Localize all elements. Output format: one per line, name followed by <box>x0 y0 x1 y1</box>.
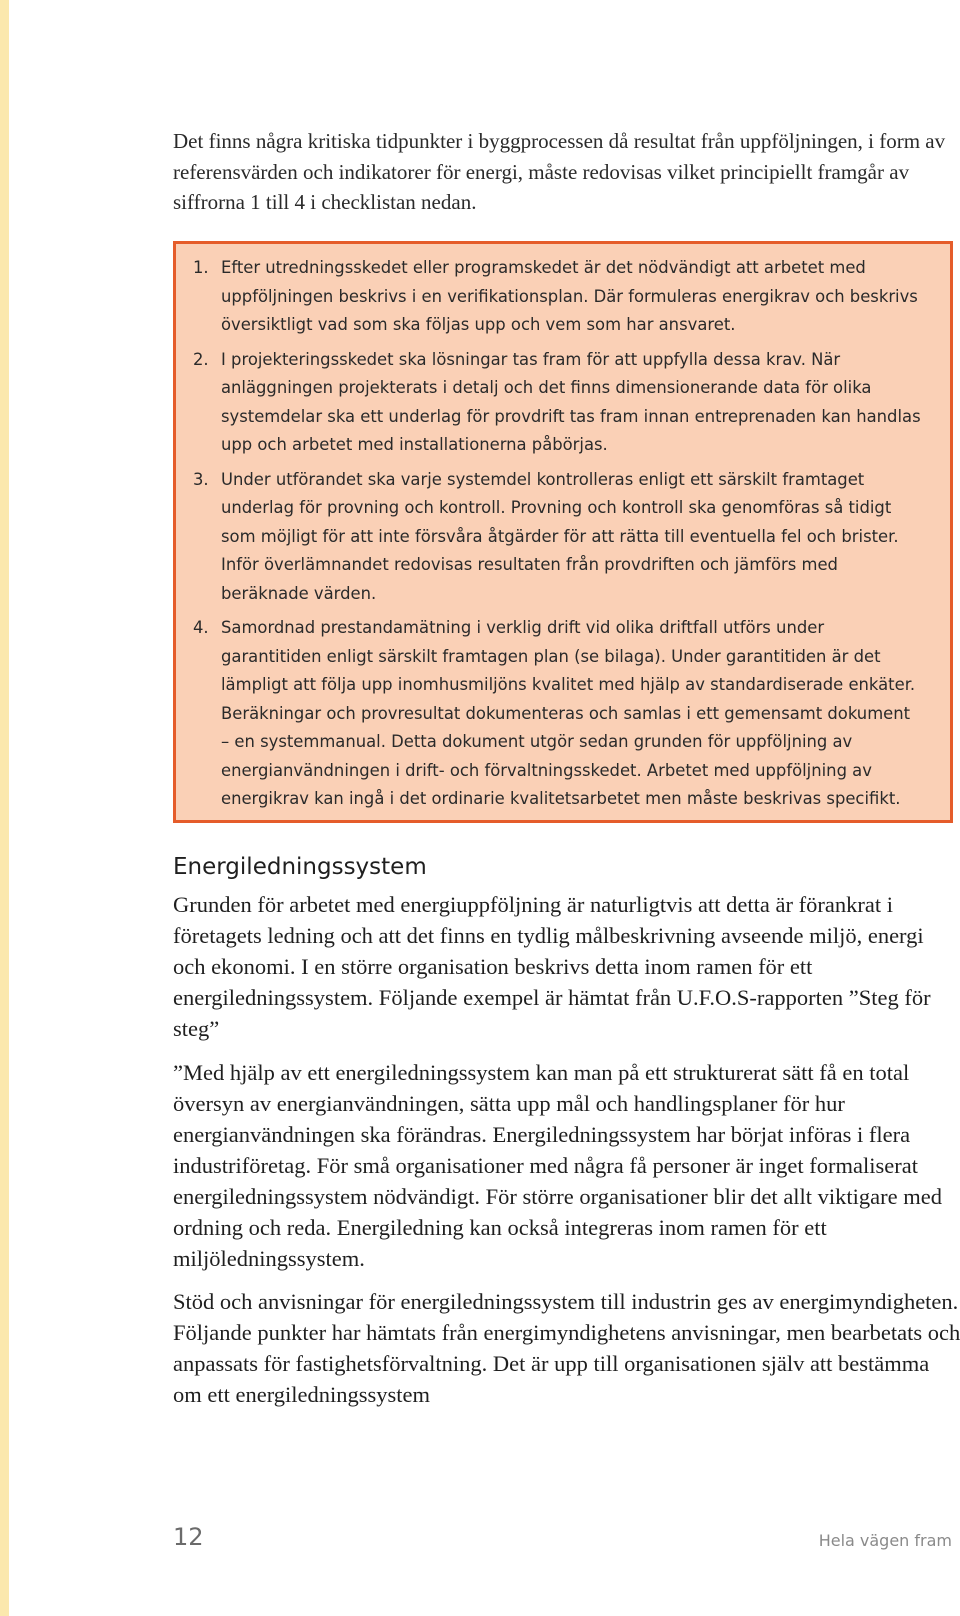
checklist-item-text: Efter utredningsskedet eller programskedet är det nödvändigt att arbetet med uppföljningen beskrivs i en verifikationsplan. Där formuleras energikrav och beskrivs översiktligt vad som ska följas upp och vem som har ansvaret. <box>221 258 918 334</box>
checklist-item <box>193 254 923 340</box>
checklist-item-text: I projekteringsskedet ska lösningar tas fram för att uppfylla dessa krav. När anläggningen projekterats i detalj och det finns dimensionerande data för olika systemdelar ska ett underlag för provdrift tas fram innan entreprenaden kan handlas upp och arbetet med installationerna påbörjas. <box>221 349 921 454</box>
checklist-item-number: 2. <box>193 349 209 369</box>
checklist-item <box>193 466 923 609</box>
intro-paragraph: Det finns några kritiska tidpunkter i byggprocessen då resultat från uppföljningen, i form av referensvärden och indikatorer för energi, måste redovisas vilket principiellt framgår av siffrorna 1 till 4 i checklistan nedan. <box>173 129 946 214</box>
body-paragraph: Grunden för arbetet med energiuppföljning är naturligtvis att detta är förankrat i företagets ledning och att det finns en tydlig målbeskrivning avseende miljö, energi och ekonomi. I en större organisation beskrivs detta inom ramen för ett energiledningssystem. Följande exempel är hämtat från U.F.O.S-rapporten ”Steg för steg” <box>173 892 931 1041</box>
quote-paragraph: ”Med hjälp av ett energiledningssystem kan man på ett strukturerat sätt få en total översyn av energianvändningen, sätta upp mål och handlingsplaner för hur energianvändningen ska förändras. Energiledningssystem har börjat införas i flera industriföretag. För små organisationer med några få personer är inget formaliserat energiledningssystem nödvändigt. För större organisationer blir det allt viktigare med ordning och reda. Energiledning kan också integreras inom ramen för ett miljöledningssystem. <box>173 1060 943 1271</box>
checklist-item-text: Samordnad prestandamätning i verklig drift vid olika driftfall utförs under garantitiden enligt särskilt framtagen plan (se bilaga). Under garantitiden är det lämpligt att följa upp inomhusmiljöns kvalitet med hjälp av standardiserade enkäter. Beräkningar och provresultat dokumenteras och samlas i ett gemensamt dokument – en systemmanual. Detta dokument utgör sedan grunden för uppföljning av energianvändningen i drift- och förvaltningsskedet. Arbetet med uppföljning av energikrav kan ingå i det ordinarie kvalitetsarbetet men måste beskrivas specifikt. <box>221 618 916 808</box>
checklist-item-number: 4. <box>193 618 209 637</box>
checklist-item-number: 1. <box>193 258 209 277</box>
page-number: 12 <box>173 1523 204 1551</box>
checklist-item-text: Under utförandet ska varje systemdel kontrolleras enligt ett särskilt framtaget underlag för provning och kontroll. Provning och kontroll ska genomföras så tidigt som möjligt för att inte försvåra åtgärder för att rätta till eventuella fel och brister. Inför överlämnandet redovisas resultaten från provdriften och jämförs med beräknade värden. <box>221 469 899 603</box>
body-paragraph: Stöd och anvisningar för energiledningssystem till industrin ges av energimyndigheten. Följande punkter har hämtats från energimyndighetens anvisningar, men bearbetats och anpassats för fastighetsförvaltning. Det är upp till organisationen själv att bestämma om ett energiledningssystem <box>173 1289 960 1407</box>
section-heading: Energiledningssystem <box>173 854 427 880</box>
running-title: Hela vägen fram <box>818 1531 952 1550</box>
checklist-item <box>193 614 923 814</box>
checklist-item <box>193 346 923 460</box>
checklist-item-number: 3. <box>193 469 209 489</box>
checklist <box>193 254 923 820</box>
checklist-box <box>173 241 953 823</box>
page-edge-stripe <box>0 0 9 1616</box>
